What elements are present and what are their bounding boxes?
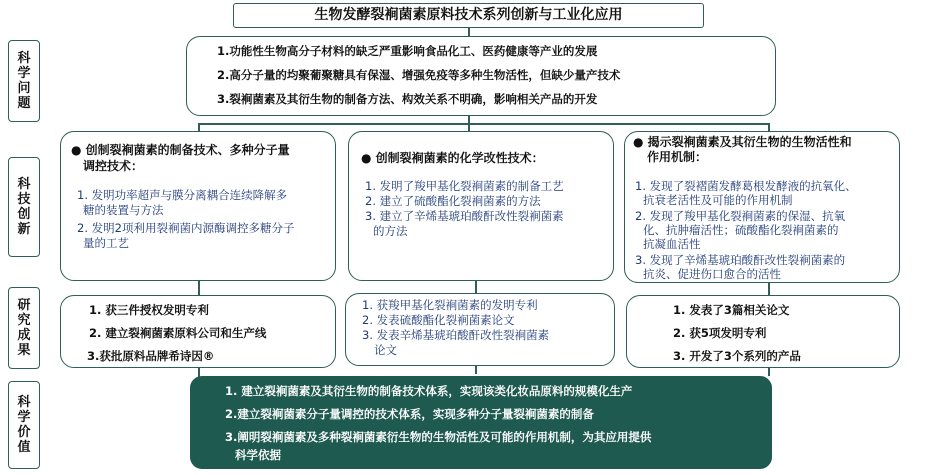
innovation-item: 2. 发明2项利用裂裥菌内源酶调控多糖分子 [77, 221, 295, 235]
connector-bus-right [768, 123, 770, 131]
connector-bus-mid [468, 123, 470, 131]
result-item: 1. 获羧甲基化裂裥菌素的发明专利 [362, 298, 538, 312]
innovation-item: 1. 发现了裂褶菌发酵葛根发酵液的抗氧化、 [635, 179, 857, 193]
problem-item: 2.高分子量的均聚葡聚糖具有保湿、增强免疫等多种生物活性，但缺少量产技术 [217, 68, 621, 82]
connector-bus-horizontal [198, 123, 768, 125]
value-item: 1. 建立裂裥菌素及其衍生物的制备技术体系，实现该类化妆品原料的规模化生产 [225, 384, 633, 398]
innovation-item: 化、抗肿瘤活性；硫酸酯化裂裥菌素的 [643, 223, 839, 237]
connector-innov-result-mid [475, 281, 477, 293]
innovation-item: 3. 发现了辛烯基琥珀酸酐改性裂裥菌素的 [635, 253, 846, 267]
results-box-bioactivity [626, 295, 900, 368]
result-item: 2. 获5项发明专利 [673, 326, 767, 340]
result-item: 1. 发表了3篇相关论文 [673, 303, 790, 317]
problem-item: 1.功能性生物高分子材料的缺乏严重影响食品化工、医药健康等产业的发展 [217, 44, 598, 58]
innovation-box-preparation [60, 131, 336, 281]
connector-result-value-right [768, 368, 770, 376]
connector-bus-left [198, 123, 200, 131]
innovation-heading: ● 创制裂裥菌素的制备技术、多种分子量 [71, 143, 290, 157]
innovation-box-bioactivity [624, 131, 900, 283]
innovation-heading: 作用机制： [647, 150, 708, 164]
section-label-results: 研究成果 [8, 287, 40, 369]
value-box [190, 376, 772, 469]
innovation-item: 3. 建立了辛烯基琥珀酸酐改性裂裥菌素 [365, 209, 564, 223]
innovation-item: 抗炎、促进伤口愈合的活性 [643, 267, 781, 281]
result-item: 1. 获三件授权发明专利 [89, 303, 209, 317]
problem-box [186, 36, 776, 116]
innovation-item: 1. 发明了羧甲基化裂裥菌素的制备工艺 [365, 179, 564, 193]
result-item: 论文 [374, 343, 397, 357]
innovation-item: 2. 发现了羧甲基化裂裥菌素的保湿、抗氧 [635, 209, 846, 223]
result-item: 3. 发表辛烯基琥珀酸酐改性裂裥菌素 [362, 328, 550, 342]
results-box-modification [345, 293, 615, 366]
connector-title-problem [468, 28, 470, 36]
innovation-heading: ● 创制裂裥菌素的化学改性技术： [361, 151, 544, 165]
innovation-item: 量的工艺 [83, 236, 129, 250]
result-item: 3.获批原料品牌希诗因® [87, 349, 215, 363]
innovation-item: 的方法 [373, 224, 408, 238]
connector-innov-result-right [768, 283, 770, 295]
value-item: 科学依据 [235, 448, 281, 462]
innovation-item: 抗凝血活性 [643, 237, 701, 251]
result-item: 2. 发表硫酸酯化裂裥菌素论文 [362, 313, 515, 327]
section-label-problem: 科学问题 [8, 40, 40, 122]
value-item: 2.建立裂裥菌素分子量调控的技术体系，实现多种分子量裂裥菌素的制备 [225, 407, 594, 421]
result-item: 2. 建立裂裥菌素原料公司和生产线 [89, 326, 267, 340]
connector-innov-result-left [198, 281, 200, 295]
diagram-title: 生物发酵裂裥菌素原料技术系列创新与工业化应用 [233, 3, 704, 28]
section-label-innovation: 科技创新 [8, 157, 40, 257]
innovation-item: 抗衰老活性及可能的作用机制 [643, 193, 793, 207]
results-box-preparation [60, 295, 336, 368]
innovation-box-modification [348, 131, 614, 281]
section-label-value: 科学价值 [8, 381, 40, 469]
result-item: 3. 开发了3个系列的产品 [673, 349, 801, 363]
innovation-item: 2. 建立了硫酸酯化裂裥菌素的方法 [365, 194, 541, 208]
connector-result-value-mid [475, 366, 477, 374]
innovation-item: 糖的装置与方法 [83, 203, 164, 217]
problem-item: 3.裂裥菌素及其衍生物的制备方法、构效关系不明确，影响相关产品的开发 [217, 92, 598, 106]
innovation-item: 1. 发明功率超声与膜分离耦合连续降解多 [77, 188, 288, 202]
value-item: 3.阐明裂裥菌素及多种裂裥菌素衍生物的生物活性及可能的作用机制，为其应用提供 [225, 430, 652, 444]
innovation-heading: ● 揭示裂裥菌素及其衍生物的生物活性和 [633, 135, 852, 149]
innovation-heading: 调控技术： [83, 159, 144, 173]
